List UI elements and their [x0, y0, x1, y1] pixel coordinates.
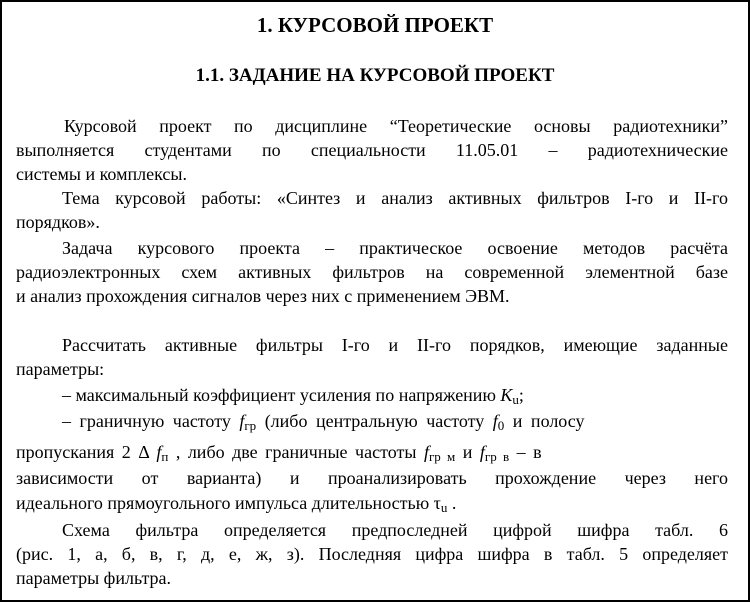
para3-line1: Задача курсового проекта – практическое освоение методов расчёта	[62, 238, 728, 258]
bullet-frequency-line3: зависимости от варианта) и проанализировать прохождение через него	[16, 468, 728, 488]
bullet-frequency-line4: идеального прямоугольного импульса длительностью $\tau_u$ .	[16, 493, 457, 515]
para1-line2: выполняется студентами по специальности 11.05.01 – радиотехнические	[16, 140, 728, 160]
bullet-gain: – максимальный коэффициент усиления по напряжению $K_u$;	[62, 385, 524, 407]
para5-line3: параметры фильтра.	[16, 568, 172, 588]
para5-line1: Схема фильтра определяется предпоследней цифрой шифра табл. 6	[62, 520, 728, 540]
para2-line2: порядков».	[16, 212, 100, 232]
para3-line2: радиоэлектронных схем активных фильтров на современной элементной базе	[16, 262, 728, 282]
para1-line1: Курсовой проект по дисциплине “Теоретические основы радиотехники”	[64, 116, 728, 136]
para1-line3: системы и комплексы.	[16, 164, 187, 184]
bullet-frequency-line1: – граничную частоту $f_{гр}$ (либо центральную частоту $f_0$ и полосу	[62, 411, 585, 433]
para2-line1: Тема курсовой работы: «Синтез и анализ активных фильтров I-го и II-го	[62, 188, 728, 208]
para3-line3: и анализ прохождения сигналов через них с применением ЭВМ.	[16, 286, 510, 306]
para5-line2: (рис. 1, а, б, в, г, д, е, ж, з). Последняя цифра шифра в табл. 5 определяет	[16, 544, 728, 564]
section-heading: 1. КУРСОВОЙ ПРОЕКТ	[256, 13, 494, 37]
subsection-heading: 1.1. ЗАДАНИЕ НА КУРСОВОЙ ПРОЕКТ	[195, 65, 555, 86]
para4-line2: параметры:	[16, 359, 105, 379]
para4-line1: Рассчитать активные фильтры I-го и II-го порядков, имеющие заданные	[62, 335, 728, 355]
bullet-frequency-line2: пропускания 2 Δ $f_п$ , либо две граничные частоты $f_{гр м}$ и $f_{гр в}$ – в	[16, 442, 542, 464]
